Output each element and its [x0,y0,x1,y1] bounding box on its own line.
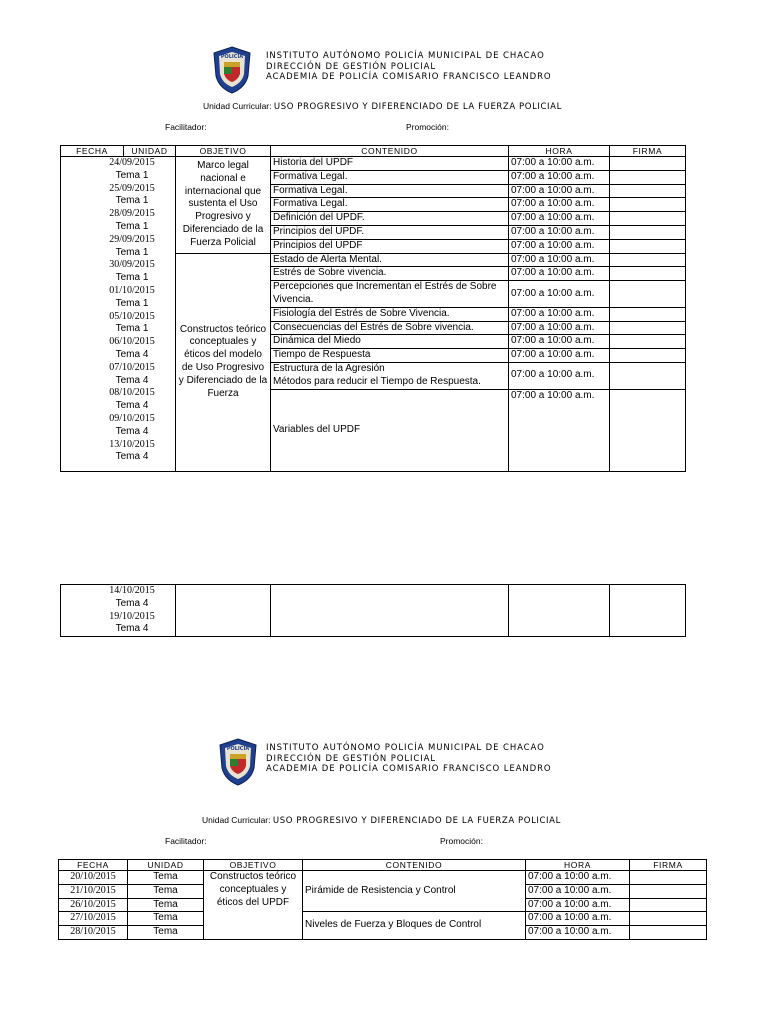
unidad-curricular-line-2 [202,815,561,827]
unidad-cell: Tema [128,898,204,912]
hora-cell: 07:00 a 10:00 a.m. [509,170,610,184]
firma-cell [610,225,686,239]
facilitador-label: Facilitador: [165,122,207,132]
hora-cell: 07:00 a 10:00 a.m. [526,926,630,940]
hora-cell: 07:00 a 10:00 a.m. [509,239,610,253]
firma-cell [610,253,686,267]
contenido-cell: Formativa Legal. [271,198,509,212]
schedule-table-1 [60,145,686,472]
firma-cell [610,267,686,281]
firma-cell [610,281,686,308]
fecha-cell: 28/10/2015 [59,926,128,940]
firma-cell [610,239,686,253]
date-entry: 30/09/2015 [109,259,155,271]
objetivo-2-cell: Constructos teórico conceptuales y éticos del modelo de Uso Progresivo y Diferenciado de la Fuerza [176,253,271,471]
col-objetivo: OBJETIVO [176,146,271,157]
hora-cell: 07:00 a 10:00 a.m. [509,267,610,281]
col-hora: HORA [526,860,630,871]
fecha-cell: 21/10/2015 [59,884,128,898]
date-entry: 07/10/2015 [109,361,155,373]
hora-cell: 07:00 a 10:00 a.m. [509,307,610,321]
dates-cell [61,157,176,472]
tema-entry: Tema 4 [115,425,149,437]
contenido-cell: Fisiología del Estrés de Sobre Vivencia. [271,307,509,321]
unidad-cell: Tema [128,912,204,926]
hora-cell: 07:00 a 10:00 a.m. [509,253,610,267]
col-fecha: FECHA [59,860,128,871]
firma-cell [610,157,686,171]
tema-entry: Tema 4 [115,623,149,635]
firma-cell [610,362,686,389]
tema-entry: Tema 4 [115,451,149,463]
firma-cell [610,184,686,198]
hora-cell: 07:00 a 10:00 a.m. [509,362,610,389]
objetivo-cell [176,585,271,637]
contenido-cell: Variables del UPDF [271,389,509,471]
firma-cell [610,307,686,321]
col-unidad: UNIDAD [124,146,176,157]
dates-cell [61,585,176,637]
firma-cell [610,212,686,226]
institution-header [266,51,551,83]
header-line-1: INSTITUTO AUTÓNOMO POLICÍA MUNICIPAL DE CHACAO [266,743,545,753]
date-entry: 01/10/2015 [109,284,155,296]
hora-cell: 07:00 a 10:00 a.m. [509,349,610,363]
promocion-label-2: Promoción: [440,836,483,846]
contenido-cell: Pirámide de Resistencia y Control [303,871,526,912]
tema-entry: Tema 1 [115,297,149,309]
header-line-3: ACADEMIA DE POLICÍA COMISARIO FRANCISCO LEANDRO [266,72,552,82]
col-contenido: CONTENIDO [303,860,526,871]
tema-entry: Tema 4 [115,374,149,386]
contenido-cell: Dinámica del Miedo [271,335,509,349]
contenido-cell: Principios del UPDF [271,239,509,253]
date-entry: 08/10/2015 [109,387,155,399]
contenido-cell: Formativa Legal. [271,184,509,198]
header-line-1: INSTITUTO AUTÓNOMO POLICÍA MUNICIPAL DE CHACAO [266,51,545,61]
date-entry: 19/10/2015 [109,610,155,622]
date-entry: 13/10/2015 [109,438,155,450]
unidad-label: Unidad Curricular: [203,101,272,111]
header-line-3: ACADEMIA DE POLICÍA COMISARIO FRANCISCO LEANDRO [266,764,552,774]
col-contenido: CONTENIDO [271,146,509,157]
schedule-table-3 [58,859,707,940]
col-fecha: FECHA [61,146,124,157]
col-unidad: UNIDAD [128,860,204,871]
promocion-label: Promoción: [406,122,449,132]
schedule-table-2 [60,584,686,637]
contenido-cell: Formativa Legal. [271,170,509,184]
contenido-cell: Estrés de Sobre vivencia. [271,267,509,281]
hora-cell: 07:00 a 10:00 a.m. [509,198,610,212]
date-entry: 09/10/2015 [109,412,155,424]
objetivo-1-cell: Marco legal nacional e internacional que sustenta el Uso Progresivo y Diferenciado de la Fuerza Policial [176,157,271,254]
police-badge-icon [218,738,258,786]
unidad-curricular-line [203,101,562,113]
firma-cell [610,198,686,212]
tema-entry: Tema 4 [115,597,149,609]
hora-cell: 07:00 a 10:00 a.m. [509,281,610,308]
date-entry: 14/10/2015 [109,585,155,596]
firma-cell [630,926,707,940]
police-badge-icon [212,46,252,94]
firma-cell [610,389,686,471]
tema-entry: Tema 4 [115,348,149,360]
hora-cell: 07:00 a 10:00 a.m. [509,157,610,171]
hora-cell: 07:00 a 10:00 a.m. [526,898,630,912]
contenido-cell: Estructura de la Agresión Métodos para reducir el Tiempo de Respuesta. [271,362,509,389]
firma-cell [630,871,707,885]
contenido-cell: Consecuencias del Estrés de Sobre vivencia. [271,321,509,335]
firma-cell [630,898,707,912]
firma-cell [610,585,686,637]
facilitador-label-2: Facilitador: [165,836,207,846]
unidad-cell: Tema [128,884,204,898]
date-entry: 06/10/2015 [109,336,155,348]
contenido-cell [271,585,509,637]
date-entry: 05/10/2015 [109,310,155,322]
svg-text:POLICÍA: POLICÍA [226,746,250,752]
firma-cell [610,321,686,335]
fecha-cell: 20/10/2015 [59,871,128,885]
col-objetivo: OBJETIVO [204,860,303,871]
firma-cell [630,912,707,926]
unidad-cell: Tema [128,926,204,940]
institution-header-2 [266,743,551,775]
hora-cell: 07:00 a 10:00 a.m. [509,321,610,335]
header-line-2: DIRECCIÓN DE GESTIÓN POLICIAL [266,61,437,72]
unidad-label: Unidad Curricular: [202,815,271,825]
hora-cell: 07:00 a 10:00 a.m. [526,912,630,926]
tema-entry: Tema 1 [115,220,149,232]
contenido-cell: Estado de Alerta Mental. [271,253,509,267]
unidad-value: USO PROGRESIVO Y DIFERENCIADO DE LA FUERZA POLICIAL [272,816,561,826]
col-hora: HORA [509,146,610,157]
tema-entry: Tema 1 [115,323,149,335]
unidad-cell: Tema [128,871,204,885]
firma-cell [630,884,707,898]
dates-list [89,157,175,464]
fecha-cell: 27/10/2015 [59,912,128,926]
contenido-cell: Definición del UPDF. [271,212,509,226]
header-line-2: DIRECCIÓN DE GESTIÓN POLICIAL [266,753,437,764]
contenido-cell: Principios del UPDF. [271,225,509,239]
hora-cell: 07:00 a 10:00 a.m. [509,335,610,349]
date-entry: 24/09/2015 [109,157,155,168]
hora-cell: 07:00 a 10:00 a.m. [509,184,610,198]
tema-entry: Tema 4 [115,400,149,412]
tema-entry: Tema 1 [115,272,149,284]
hora-cell: 07:00 a 10:00 a.m. [509,212,610,226]
contenido-cell: Niveles de Fuerza y Bloques de Control [303,912,526,940]
tema-entry: Tema 1 [115,195,149,207]
svg-text:POLICÍA: POLICÍA [220,54,244,60]
hora-cell: 07:00 a 10:00 a.m. [509,225,610,239]
firma-cell [610,335,686,349]
col-firma: FIRMA [610,146,686,157]
date-entry: 25/09/2015 [109,182,155,194]
fecha-cell: 26/10/2015 [59,898,128,912]
hora-cell: 07:00 a 10:00 a.m. [526,871,630,885]
objetivo-cell: Constructos teórico conceptuales y éticos del UPDF [204,871,303,940]
date-entry: 29/09/2015 [109,233,155,245]
firma-cell [610,349,686,363]
hora-cell: 07:00 a 10:00 a.m. [509,389,610,471]
contenido-cell: Percepciones que Incrementan el Estrés de Sobre Vivencia. [271,281,509,308]
date-entry: 28/09/2015 [109,208,155,220]
contenido-cell: Tiempo de Respuesta [271,349,509,363]
contenido-cell: Historia del UPDF [271,157,509,171]
tema-entry: Tema 1 [115,246,149,258]
firma-cell [610,170,686,184]
tema-entry: Tema 1 [115,169,149,181]
unidad-value: USO PROGRESIVO Y DIFERENCIADO DE LA FUERZA POLICIAL [273,102,562,112]
dates-list [89,585,175,636]
hora-cell: 07:00 a 10:00 a.m. [526,884,630,898]
hora-cell [509,585,610,637]
col-firma: FIRMA [630,860,707,871]
